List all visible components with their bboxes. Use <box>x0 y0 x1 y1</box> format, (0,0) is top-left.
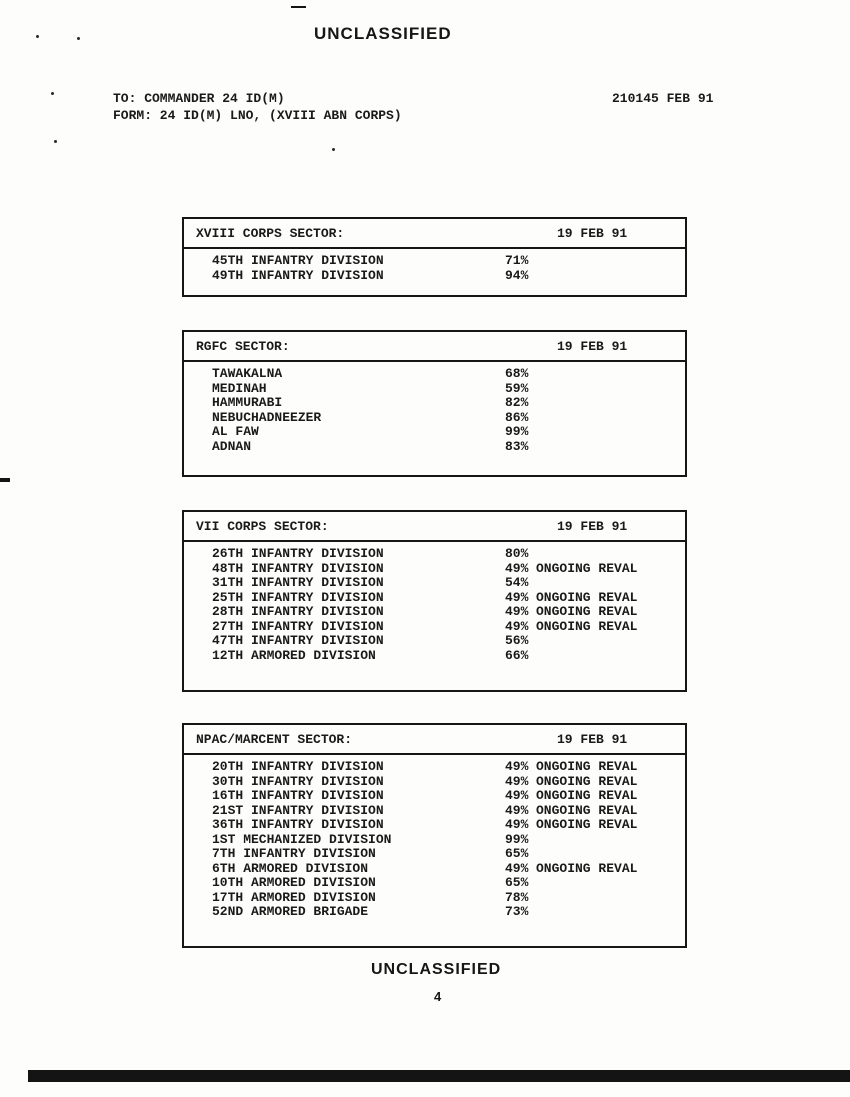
unit-percent: 49% <box>505 788 529 803</box>
table-row <box>184 440 685 455</box>
unit-percent: 49% <box>505 802 529 818</box>
table-header <box>184 332 685 360</box>
scan-speck <box>51 92 54 95</box>
unit-name: 31TH INFANTRY DIVISION <box>212 575 384 590</box>
sector-table-vii-corps <box>182 510 687 692</box>
sector-title: NPAC/MARCENT SECTOR: <box>196 732 353 747</box>
table-row <box>184 905 685 920</box>
unit-note: ONGOING REVAL <box>536 618 638 634</box>
table-header <box>184 725 685 753</box>
unit-percent: 49% <box>505 817 529 832</box>
unit-note: ONGOING REVAL <box>536 817 638 832</box>
table-row <box>184 547 685 562</box>
table-row <box>184 833 685 848</box>
table-rows <box>184 362 685 454</box>
unit-percent: 82% <box>505 395 529 410</box>
table-row <box>184 775 685 790</box>
unit-percent: 49% <box>505 773 529 789</box>
sector-title: RGFC SECTOR: <box>196 339 290 354</box>
sector-table-rgfc <box>182 330 687 477</box>
unit-percent: 49% <box>505 860 529 876</box>
table-rows <box>184 249 685 283</box>
unit-percent: 86% <box>505 409 529 425</box>
unit-percent: 65% <box>505 875 529 890</box>
table-row <box>184 254 685 269</box>
unit-percent: 49% <box>505 759 529 774</box>
unit-name: 1ST MECHANIZED DIVISION <box>212 831 392 847</box>
table-row <box>184 804 685 819</box>
table-row <box>184 760 685 775</box>
unit-name: 36TH INFANTRY DIVISION <box>212 817 384 832</box>
unit-percent: 73% <box>505 904 529 919</box>
unit-percent: 49% <box>505 604 529 619</box>
scan-edge-mark <box>0 478 10 482</box>
table-row <box>184 367 685 382</box>
table-header <box>184 512 685 540</box>
unit-percent: 99% <box>505 424 529 439</box>
unit-percent: 71% <box>505 253 529 268</box>
sector-table-xviii-corps <box>182 217 687 297</box>
table-row <box>184 576 685 591</box>
unit-name: 26TH INFANTRY DIVISION <box>212 546 384 561</box>
unit-name: 28TH INFANTRY DIVISION <box>212 604 384 619</box>
unit-percent: 83% <box>505 438 529 454</box>
table-row <box>184 649 685 664</box>
unit-name: ADNAN <box>212 438 252 454</box>
unit-name: HAMMURABI <box>212 395 283 410</box>
unit-percent: 68% <box>505 366 529 381</box>
unit-name: 21ST INFANTRY DIVISION <box>212 802 384 818</box>
table-row <box>184 634 685 649</box>
sector-title: VII CORPS SECTOR: <box>196 519 329 534</box>
unit-note: ONGOING REVAL <box>536 860 638 876</box>
unit-name: 27TH INFANTRY DIVISION <box>212 618 384 634</box>
unit-note: ONGOING REVAL <box>536 773 638 789</box>
unit-percent: 65% <box>505 846 529 861</box>
sector-date: 19 FEB 91 <box>557 226 628 241</box>
sector-date: 19 FEB 91 <box>557 519 628 534</box>
scan-speck <box>332 148 335 151</box>
table-row <box>184 847 685 862</box>
unit-percent: 49% <box>505 589 529 605</box>
sector-title: XVIII CORPS SECTOR: <box>196 226 345 241</box>
unit-percent: 80% <box>505 546 529 561</box>
unit-note: ONGOING REVAL <box>536 589 638 605</box>
unit-name: 17TH ARMORED DIVISION <box>212 889 376 905</box>
from-line: FORM: 24 ID(M) LNO, (XVIII ABN CORPS) <box>113 108 402 123</box>
table-rows <box>184 542 685 663</box>
unit-name: 12TH ARMORED DIVISION <box>212 647 376 663</box>
unit-name: 45TH INFANTRY DIVISION <box>212 253 384 268</box>
table-row <box>184 411 685 426</box>
unit-percent: 66% <box>505 647 529 663</box>
unit-percent: 54% <box>505 575 529 590</box>
page-number: 4 <box>434 989 442 1004</box>
unit-name: TAWAKALNA <box>212 366 283 381</box>
unit-name: 25TH INFANTRY DIVISION <box>212 589 384 605</box>
unit-name: MEDINAH <box>212 380 267 396</box>
sector-table-npac-marcent <box>182 723 687 948</box>
table-row <box>184 789 685 804</box>
unit-name: 30TH INFANTRY DIVISION <box>212 773 384 789</box>
unit-name: 20TH INFANTRY DIVISION <box>212 759 384 774</box>
table-row <box>184 891 685 906</box>
unit-name: 7TH INFANTRY DIVISION <box>212 846 376 861</box>
unit-percent: 78% <box>505 889 529 905</box>
to-line: TO: COMMANDER 24 ID(M) <box>113 91 285 106</box>
unit-name: NEBUCHADNEEZER <box>212 409 322 425</box>
table-row <box>184 620 685 635</box>
unit-percent: 56% <box>505 633 529 648</box>
unit-name: 49TH INFANTRY DIVISION <box>212 267 384 283</box>
classification-footer: UNCLASSIFIED <box>371 961 502 978</box>
table-row <box>184 862 685 877</box>
unit-name: 6TH ARMORED DIVISION <box>212 860 369 876</box>
classification-header: UNCLASSIFIED <box>314 24 452 43</box>
unit-note: ONGOING REVAL <box>536 788 638 803</box>
unit-name: 48TH INFANTRY DIVISION <box>212 560 384 576</box>
date-time-group: 210145 FEB 91 <box>612 91 714 106</box>
unit-name: 10TH ARMORED DIVISION <box>212 875 376 890</box>
table-row <box>184 562 685 577</box>
table-row <box>184 876 685 891</box>
unit-name: 47TH INFANTRY DIVISION <box>212 633 384 648</box>
unit-percent: 59% <box>505 380 529 396</box>
table-row <box>184 269 685 284</box>
table-row <box>184 425 685 440</box>
scan-speck <box>36 35 39 38</box>
scan-speck <box>77 37 80 40</box>
table-row <box>184 591 685 606</box>
unit-percent: 99% <box>505 831 529 847</box>
table-row <box>184 818 685 833</box>
sector-date: 19 FEB 91 <box>557 732 628 747</box>
unit-name: 16TH INFANTRY DIVISION <box>212 788 384 803</box>
unit-percent: 49% <box>505 560 529 576</box>
unit-percent: 49% <box>505 618 529 634</box>
unit-name: AL FAW <box>212 424 259 439</box>
unit-percent: 94% <box>505 267 529 283</box>
table-header <box>184 219 685 247</box>
unit-note: ONGOING REVAL <box>536 759 638 774</box>
table-row <box>184 605 685 620</box>
scan-speck <box>54 140 57 143</box>
unit-note: ONGOING REVAL <box>536 604 638 619</box>
scan-artifact <box>291 6 306 8</box>
table-row <box>184 396 685 411</box>
unit-note: ONGOING REVAL <box>536 802 638 818</box>
table-rows <box>184 755 685 920</box>
unit-name: 52ND ARMORED BRIGADE <box>212 904 369 919</box>
sector-date: 19 FEB 91 <box>557 339 628 354</box>
unit-note: ONGOING REVAL <box>536 560 638 576</box>
table-row <box>184 382 685 397</box>
scan-bottom-bar <box>28 1070 850 1082</box>
